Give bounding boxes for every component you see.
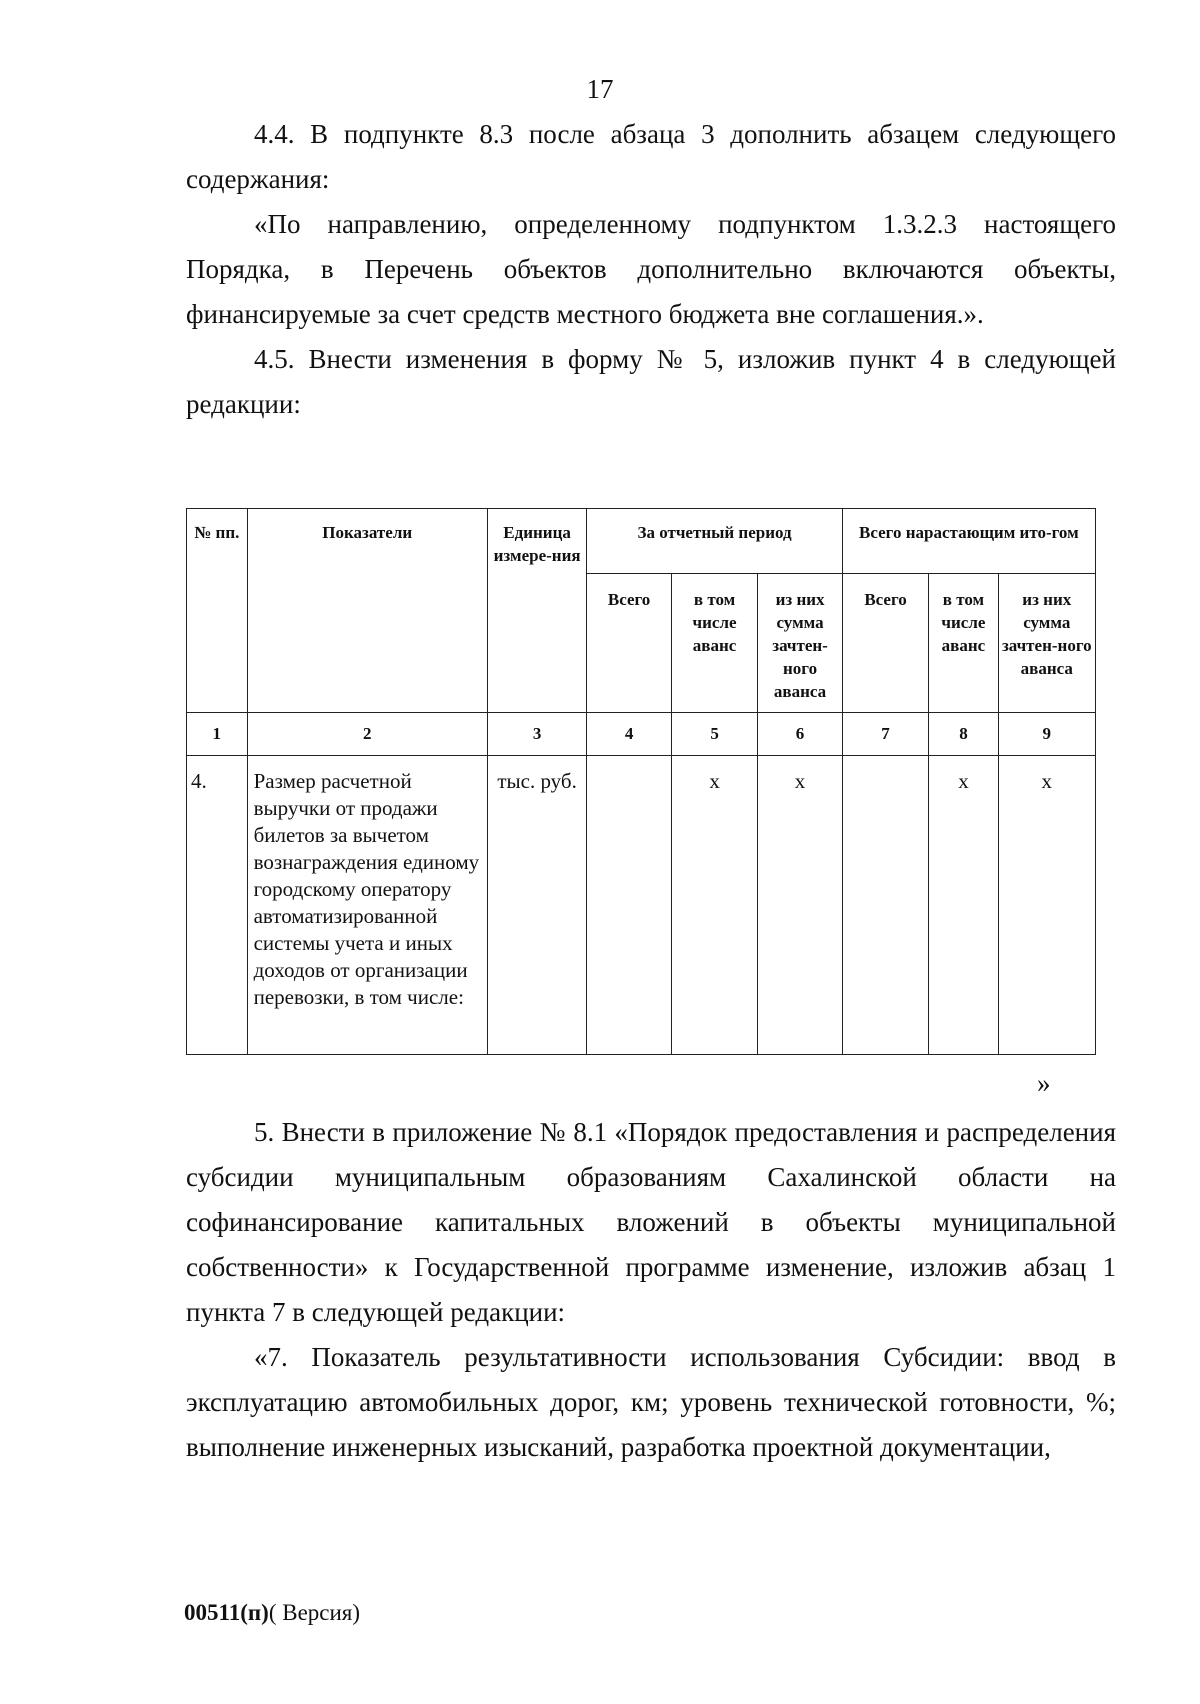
- footer-document-code: [184, 1600, 360, 1626]
- paragraph-5: 5. Внести в приложение № 8.1 «Порядок предоставления и распределения субсидии муниципальным образованиям Сахалинской области на софинансирование капитальных вложений в объекты муниципальной собственности» к Государственной программе изменение, изложив абзац 1 пункта 7 в следующей редакции:: [186, 1117, 1116, 1327]
- paragraph-4-5: 4.5. Внести изменения в форму № 5, изложив пункт 4 в следующей редакции:: [186, 344, 1116, 419]
- row-cumulative-incl-advance: х: [929, 756, 998, 1055]
- paragraph-4-4: 4.4. В подпункте 8.3 после абзаца 3 дополнить абзацем следующего содержания:: [186, 119, 1116, 194]
- text-block-bottom: [186, 1110, 1116, 1470]
- column-number: 6: [758, 713, 842, 756]
- footer-version: ( Версия): [268, 1600, 361, 1625]
- row-cumulative-total: [842, 756, 929, 1055]
- column-number: 3: [487, 713, 587, 756]
- form-5-table: [186, 508, 1096, 1055]
- header-cumulative-total: Всего: [842, 574, 929, 713]
- table-row: [187, 756, 1096, 1055]
- footer-code: 00511(п): [184, 1600, 269, 1625]
- column-number: 8: [929, 713, 998, 756]
- page-number: 17: [586, 74, 614, 104]
- header-period-advance-offset: из них сумма зачтен-ного аванса: [758, 574, 842, 713]
- closing-quote: »: [1037, 1068, 1051, 1098]
- header-cumulative-advance-offset: из них сумма зачтен-ного аванса: [998, 574, 1095, 713]
- row-period-advance-offset: х: [758, 756, 842, 1055]
- column-numbers-row: [187, 713, 1096, 756]
- column-number: 4: [587, 713, 671, 756]
- row-period-total: [587, 756, 671, 1055]
- row-unit: тыс. руб.: [487, 756, 587, 1055]
- text-block-top: [186, 112, 1116, 427]
- row-num: 4.: [187, 756, 248, 1055]
- column-number: 1: [187, 713, 248, 756]
- header-period: За отчетный период: [587, 509, 842, 574]
- row-indicator: Размер расчетной выручки от продажи билетов за вычетом вознаграждения единому городскому оператору автоматизированной системы учета и иных доходов от организации перевозки, в том числе:: [247, 756, 487, 1055]
- paragraph-7-quote: «7. Показатель результативности использования Субсидии: ввод в эксплуатацию автомобильных дорог, км; уровень технической готовности, %; выполнение инженерных изысканий, разработка проектной документации,: [186, 1342, 1116, 1462]
- header-unit: Единица измере-ния: [487, 509, 587, 713]
- header-num: № пп.: [187, 509, 248, 713]
- column-number: 9: [998, 713, 1095, 756]
- row-period-incl-advance: х: [671, 756, 758, 1055]
- column-number: 7: [842, 713, 929, 756]
- header-period-total: Всего: [587, 574, 671, 713]
- header-indicators: Показатели: [247, 509, 487, 713]
- column-number: 5: [671, 713, 758, 756]
- header-period-incl-advance: в том числе аванс: [671, 574, 758, 713]
- row-cumulative-advance-offset: х: [998, 756, 1095, 1055]
- column-number: 2: [247, 713, 487, 756]
- header-cumulative-incl-advance: в том числе аванс: [929, 574, 998, 713]
- paragraph-quote-order: «По направлению, определенному подпунктом 1.3.2.3 настоящего Порядка, в Перечень объектов дополнительно включаются объекты, финансируемые за счет средств местного бюджета вне соглашения.».: [186, 209, 1116, 329]
- header-cumulative: Всего нарастающим ито-гом: [842, 509, 1095, 574]
